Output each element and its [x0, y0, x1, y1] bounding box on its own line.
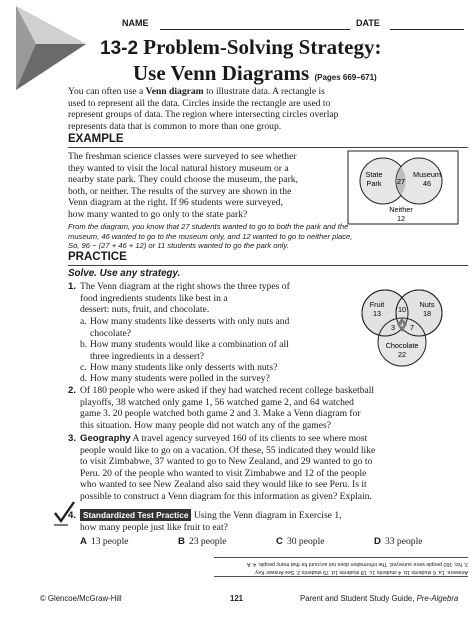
name-date-row: [100, 18, 464, 32]
exercise-1c: c. How many students like only desserts with nuts?: [80, 362, 278, 373]
intro-paragraph: You can often use a Venn diagram to illustrate data. A rectangle is used to represent all the data. Circles inside the rectangle are used to represent groups of data. The region where intersecting circles overlap represents data that is common to more than one group.: [68, 86, 339, 132]
name-label: NAME: [122, 18, 149, 28]
answer-key-box: [214, 557, 468, 577]
nuts-chocolate-value: 7: [409, 323, 415, 332]
example-rule: [68, 147, 468, 148]
pages-reference: (Pages 669–671): [314, 73, 377, 82]
fruit-label: Fruit: [369, 300, 385, 309]
fruit-value: 13: [372, 309, 382, 318]
museum-label: Museum: [413, 170, 441, 179]
nuts-label: Nuts: [419, 300, 435, 309]
venn-term: Venn diagram: [145, 86, 204, 97]
neither-label: Neither: [389, 205, 413, 214]
exercise-1: 1. The Venn diagram at the right shows the three types of food ingredients students like best in a dessert: nuts, fruit, and chocolate.: [68, 281, 290, 316]
overlap-value: 27: [396, 177, 406, 186]
footer-book-title: Parent and Student Study Guide, Pre-Algebra: [300, 594, 459, 603]
answer-line-1: Answers: 1a. 6 students 1b. 4 students 1c. 18 students 1d. 79 students 2. See Answer Key.: [254, 569, 468, 575]
title-line2: Use Venn Diagrams: [133, 61, 310, 85]
center-value: 4: [400, 322, 404, 329]
standardized-test-badge: Standardized Test Practice: [80, 509, 191, 521]
example-heading: EXAMPLE: [68, 133, 124, 145]
chocolate-label: Chocolate: [385, 341, 419, 350]
exercise-3-number: 3.: [68, 433, 77, 444]
exercise-1-number: 1.: [68, 281, 77, 292]
neither-value: 12: [396, 214, 406, 223]
example-text: The freshman science classes were surveyed to see whether they wanted to visit the local natural history museum or a nearby state park. They could choose the museum, the park, both, or neither. The results of the survey are shown in the Venn diagram at the right. If 96 students were surveyed, how many wanted to go only to the state park?: [68, 151, 299, 220]
date-label: DATE: [356, 18, 380, 28]
exercise-4-number: 4.: [68, 510, 77, 521]
park-label: Park: [366, 179, 382, 188]
example-venn-diagram: [347, 150, 459, 226]
chapter-tab-arrow-icon: [0, 0, 92, 92]
practice-instruction: Solve. Use any strategy.: [68, 268, 181, 279]
lesson-title: [97, 35, 467, 90]
exercise-3: 3. Geography A travel agency surveyed 160 of its clients to see where most people would like to go on a vacation. Of these, 55 indicated they would like to visit Zimbabwe, 37 wanted to go to New Zealand, and 29 wanted to go to Peru. 20 of the people who wanted to visit Zimbabwe and 12 of the people who wanted to see New Zealand also said they would like to see Peru. Is it possible to construct a Venn diagram for this information as given? Explain.: [68, 433, 376, 502]
lesson-number: 13-2: [100, 38, 139, 59]
footer-page-number: 121: [230, 594, 244, 603]
chocolate-value: 22: [397, 350, 407, 359]
fruit-chocolate-value: 3: [390, 323, 396, 332]
choice-b[interactable]: B 23 people: [178, 536, 227, 547]
choice-a[interactable]: A 13 people: [80, 536, 129, 547]
exercise-1a: a. How many students like desserts with only nuts and chocolate?: [80, 316, 290, 339]
title-line1: Problem-Solving Strategy:: [143, 35, 382, 59]
choice-d[interactable]: D 33 people: [374, 536, 423, 547]
name-line[interactable]: [160, 29, 350, 30]
example-solution: From the diagram, you know that 27 students wanted to go to both the park and the museum, 46 wanted to go to the museum only, and 12 wanted to go to neither place, So, 96 − (27 + 46 + 12) or 11 students wanted to go the park only.: [68, 222, 353, 251]
fruit-nuts-value: 10: [397, 305, 407, 314]
footer-copyright: © Glencoe/McGraw-Hill: [40, 594, 122, 603]
practice-heading: PRACTICE: [68, 251, 127, 263]
state-label: State: [365, 170, 383, 179]
exercise-4: 4. Standardized Test Practice Using the Venn diagram in Exercise 1, how many people just like fruit to eat?: [68, 510, 342, 533]
dessert-venn-diagram: [355, 282, 451, 380]
answer-line-2: 3. No; 160 people were surveyed. The information does not account for that many people. 4. A: [246, 561, 468, 567]
nuts-value: 18: [422, 309, 432, 318]
geography-topic: Geography: [80, 433, 131, 444]
choice-c[interactable]: C 30 people: [276, 536, 325, 547]
exercise-2-number: 2.: [68, 385, 77, 396]
date-line[interactable]: [390, 29, 464, 30]
practice-rule: [68, 265, 468, 266]
exercise-2: 2. Of 180 people who were asked if they had watched recent college basketball playoffs, 38 watched only game 1, 56 watched game 2, and 64 watched game 3. 20 people watched both game 2 and 3. Make a Venn diagram for this situation. How many people did not watch any of the games?: [68, 385, 375, 431]
exercise-1d: d. How many students were polled in the survey?: [80, 373, 270, 384]
museum-value: 46: [422, 179, 432, 188]
exercise-1b: b. How many students would like a combination of all three ingredients in a dessert?: [80, 339, 289, 362]
